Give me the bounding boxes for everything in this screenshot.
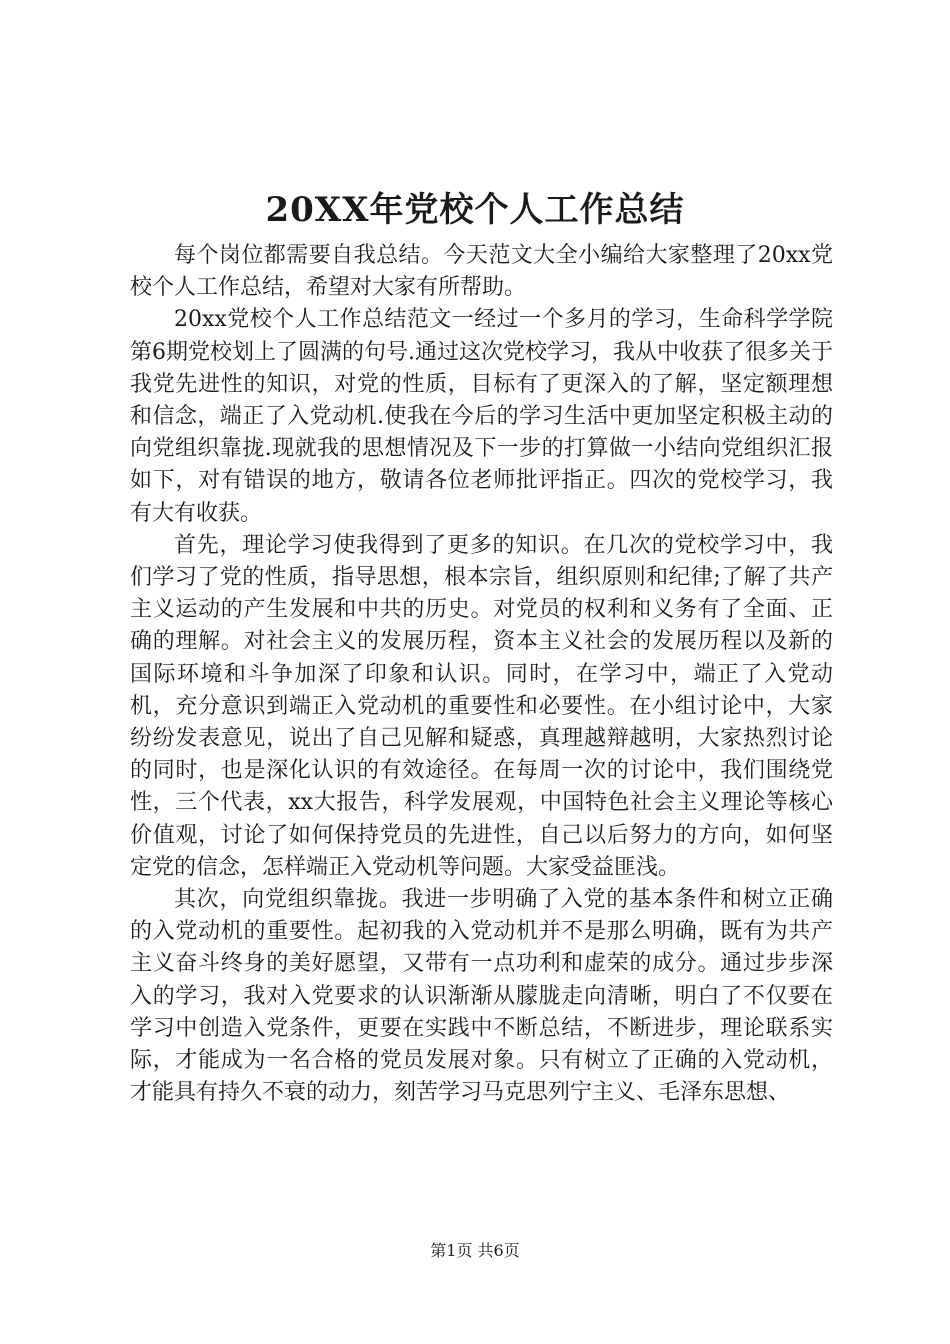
paragraph: 每个岗位都需要自我总结。今天范文大全小编给大家整理了20xx党校个人工作总结，希望对大家有所帮助。 <box>130 243 833 301</box>
document-body <box>130 240 833 1109</box>
paragraph: 其次，向党组织靠拢。我进一步明确了入党的基本条件和树立正确的入党动机的重要性。起初我的入党动机并不是那么明确，既有为共产主义奋斗终身的美好愿望，又带有一点功利和虚荣的成分。通过步步深入的学习，我对入党要求的认识渐渐从朦胧走向清晰，明白了不仅要在学习中创造入党条件，更要在实践中不断总结，不断进步，理论联系实际，才能成为一名合格的党员发展对象。只有树立了正确的入党动机，才能具有持久不衰的动力，刻苦学习马克思列宁主义、毛泽东思想、 <box>130 887 833 1106</box>
paragraph: 首先，理论学习使我得到了更多的知识。在几次的党校学习中，我们学习了党的性质，指导思想，根本宗旨，组织原则和纪律;了解了共产主义运动的产生发展和中共的历史。对党员的权利和义务有了全面、正确的理解。对社会主义的发展历程，资本主义社会的发展历程以及新的国际环境和斗争加深了印象和认识。同时，在学习中，端正了入党动机，充分意识到端正入党动机的重要性和必要性。在小组讨论中，大家纷纷发表意见，说出了自己见解和疑惑，真理越辩越明，大家热烈讨论的同时，也是深化认识的有效途径。在每周一次的讨论中，我们围绕党性，三个代表，xx大报告，科学发展观，中国特色社会主义理论等核心价值观，讨论了如何保持党员的先进性，自己以后努力的方向，如何坚定党的信念，怎样端正入党动机等问题。大家受益匪浅。 <box>130 532 833 880</box>
paragraph: 20xx党校个人工作总结范文一经过一个多月的学习，生命科学学院第6期党校划上了圆满的句号.通过这次党校学习，我从中收获了很多关于我党先进性的知识，对党的性质，目标有了更深入的了解，坚定额理想和信念，端正了入党动机.使我在今后的学习生活中更加坚定积极主动的向党组织靠拢.现就我的思想情况及下一步的打算做一小结向党组织汇报如下，对有错误的地方，敬请各位老师批评指正。四次的党校学习，我有大有收获。 <box>130 307 833 526</box>
page-footer: 第1页 共6页 <box>430 1241 520 1260</box>
document-title: 20XX年党校个人工作总结 <box>265 190 685 230</box>
